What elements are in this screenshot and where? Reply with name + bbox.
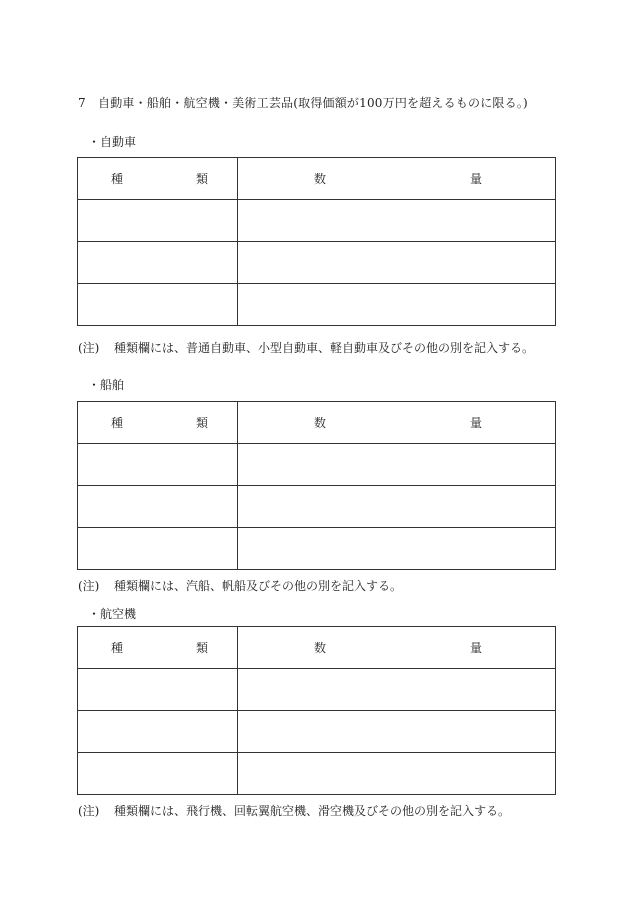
section-heading: 7 自動車・船舶・航空機・美術工芸品(取得価額が100万円を超えるものに限る。) [78,96,528,110]
header-type: 種 類 [78,402,238,444]
ship-table [77,401,556,570]
type-cell[interactable] [78,753,238,795]
table-row [78,284,556,326]
quantity-cell[interactable] [238,669,556,711]
aircraft-table [77,626,556,795]
type-cell[interactable] [78,444,238,486]
table-row [78,753,556,795]
type-cell[interactable] [78,486,238,528]
aircraft-note: (注) 種類欄には、飛行機、回転翼航空機、滑空機及びその他の別を記入する。 [78,804,511,818]
type-cell[interactable] [78,200,238,242]
quantity-cell[interactable] [238,242,556,284]
subsection-title-aircraft: ・航空機 [88,607,137,621]
header-quantity: 数 量 [238,402,556,444]
table-header-row [78,402,556,444]
quantity-cell[interactable] [238,444,556,486]
type-cell[interactable] [78,711,238,753]
subsection-title-automobile: ・自動車 [88,135,137,149]
table-header-row [78,158,556,200]
quantity-cell[interactable] [238,753,556,795]
table-header-row [78,627,556,669]
automobile-table [77,157,556,326]
ship-note: (注) 種類欄には、汽船、帆船及びその他の別を記入する。 [78,579,403,593]
automobile-note: (注) 種類欄には、普通自動車、小型自動車、軽自動車及びその他の別を記入する。 [78,341,535,355]
header-type: 種 類 [78,158,238,200]
header-quantity: 数 量 [238,627,556,669]
quantity-cell[interactable] [238,528,556,570]
header-type: 種 類 [78,627,238,669]
table-row [78,486,556,528]
type-cell[interactable] [78,284,238,326]
quantity-cell[interactable] [238,486,556,528]
header-quantity: 数 量 [238,158,556,200]
table-row [78,444,556,486]
quantity-cell[interactable] [238,711,556,753]
type-cell[interactable] [78,669,238,711]
table-row [78,528,556,570]
table-row [78,711,556,753]
subsection-title-ship: ・船舶 [88,378,125,392]
table-row [78,242,556,284]
type-cell[interactable] [78,242,238,284]
table-row [78,669,556,711]
quantity-cell[interactable] [238,284,556,326]
type-cell[interactable] [78,528,238,570]
quantity-cell[interactable] [238,200,556,242]
table-row [78,200,556,242]
